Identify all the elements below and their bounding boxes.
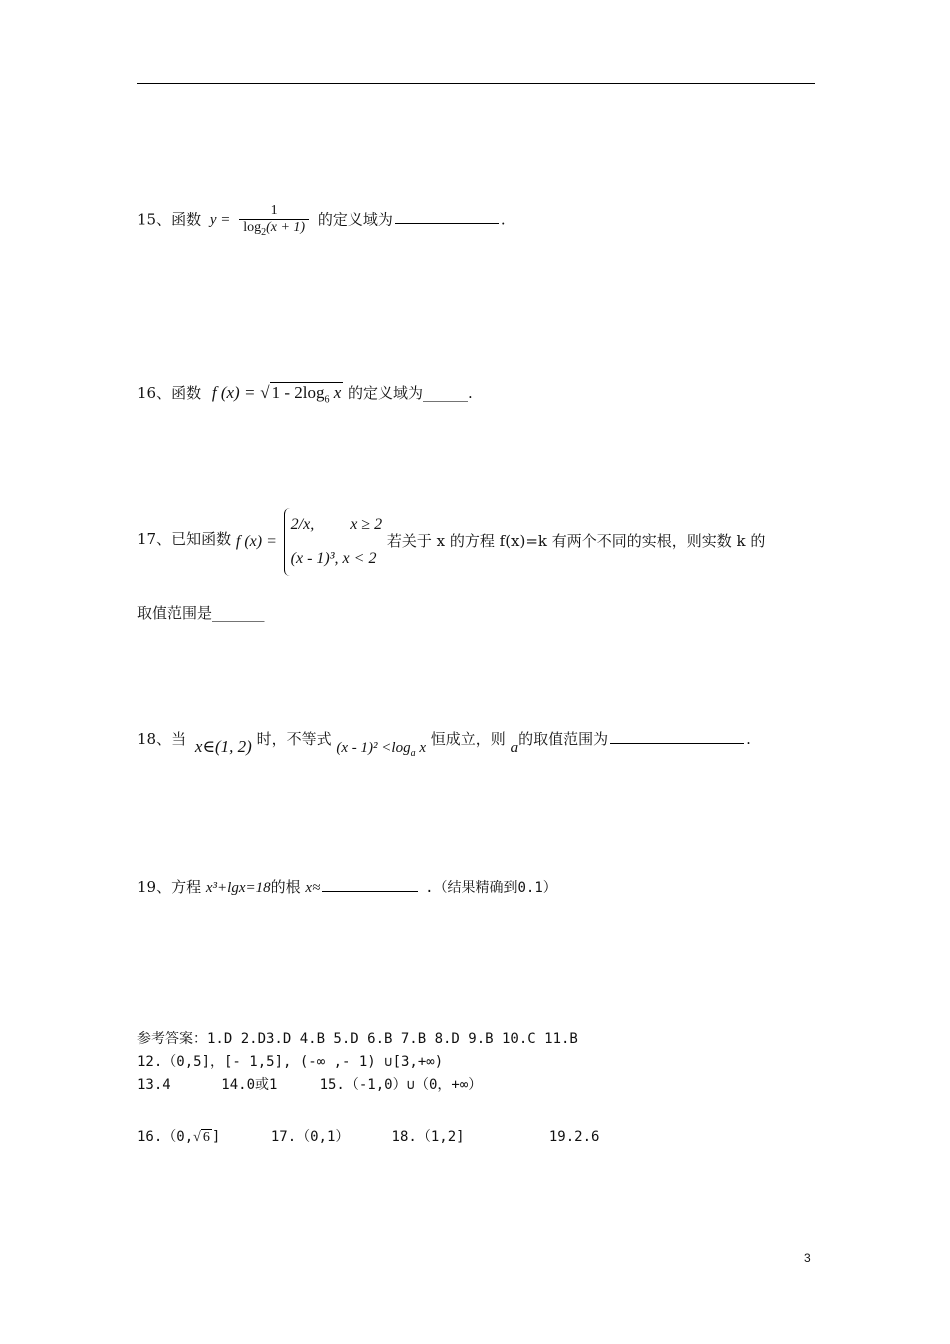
q17-case-2: (x - 1)³, x < 2 — [290, 550, 377, 567]
q16-tail: 的定义域为 — [348, 384, 424, 402]
q19-equation: x³+lgx=18 — [205, 880, 271, 896]
question-15 — [137, 203, 506, 238]
q19-mid: 的根 — [270, 878, 301, 896]
q16-lhs: f (x) = — [211, 383, 256, 402]
question-17 — [137, 508, 765, 576]
q17-line2-text: 取值范围是 — [137, 604, 213, 622]
q18-param: a — [510, 740, 519, 756]
q19-label: 19、方程 — [137, 878, 202, 896]
answer-line-2 — [137, 1051, 443, 1071]
header-rule — [137, 83, 815, 84]
q15-lhs: y = — [209, 212, 231, 229]
q17-answer-blank: _______ — [212, 604, 265, 622]
question-16 — [137, 382, 473, 405]
q16-radical: √ $1 - 2\log_6$ x — [260, 383, 342, 406]
q17-label: 17、已知函数 — [137, 530, 232, 548]
q15-denominator: $\log_2(x + 1)$ — [239, 219, 309, 238]
question-18 — [137, 728, 751, 759]
answers-line2: 12.（0,5]，[- 1,5], (-∞ ,- 1) ∪[3,+∞) — [137, 1054, 444, 1070]
q15-end: . — [500, 210, 506, 229]
q18-end: . — [746, 730, 751, 748]
q16-end: . — [468, 384, 473, 402]
page-number: 3 — [804, 1251, 811, 1265]
q18-mid2: 恒成立，则 — [430, 730, 506, 748]
q17-piecewise — [284, 508, 382, 576]
answer-line-3 — [137, 1074, 482, 1094]
question-19 — [137, 876, 557, 897]
answers-line4-a: 16.（0, — [137, 1129, 194, 1145]
q18-label: 18、当 — [137, 730, 187, 748]
q18-answer-blank — [610, 729, 744, 744]
answers-line4-b: ] 17.（0,1） 18.（1,2] 19.2.6 — [211, 1129, 600, 1145]
q18-mid: 时，不等式 — [256, 730, 332, 748]
q17-lhs: f (x) = — [235, 533, 277, 550]
q15-tail: 的定义域为 — [317, 210, 393, 229]
q16-answer-blank: ______ — [423, 384, 469, 402]
q17-case-1: 2/x, x ≥ 2 — [290, 516, 383, 533]
answers-line3: 13.4 14.0或1 15.（-1,0）∪（0，+∞） — [137, 1077, 483, 1093]
answers-sqrt: √ 6 — [193, 1130, 210, 1145]
question-17-line2 — [137, 602, 265, 623]
q18-condition: x∈(1, 2) — [194, 737, 252, 756]
answers-line1: 参考答案：1.D 2.D3.D 4.B 5.D 6.B 7.B 8.D 9.B 10.C 11.B — [137, 1031, 578, 1047]
q15-label: 15、函数 — [137, 210, 202, 229]
q15-answer-blank — [395, 209, 499, 224]
answer-line-1 — [137, 1028, 578, 1048]
q16-label: 16、函数 — [137, 384, 202, 402]
q18-inequality: $(x - 1)^2 <\log_a$ x — [336, 740, 427, 759]
q19-answer-blank — [322, 877, 418, 892]
q15-numerator: 1 — [270, 203, 278, 218]
q19-var: x≈ — [305, 880, 321, 896]
q18-tail: 的取值范围为 — [518, 730, 609, 748]
q17-tail: 若关于 x 的方程 f(x)=k 有两个不同的实根，则实数 k 的 — [386, 532, 766, 550]
q19-tail: .（结果精确到0.1） — [425, 880, 557, 896]
q15-fraction — [239, 203, 309, 238]
answer-line-4 — [137, 1126, 599, 1146]
